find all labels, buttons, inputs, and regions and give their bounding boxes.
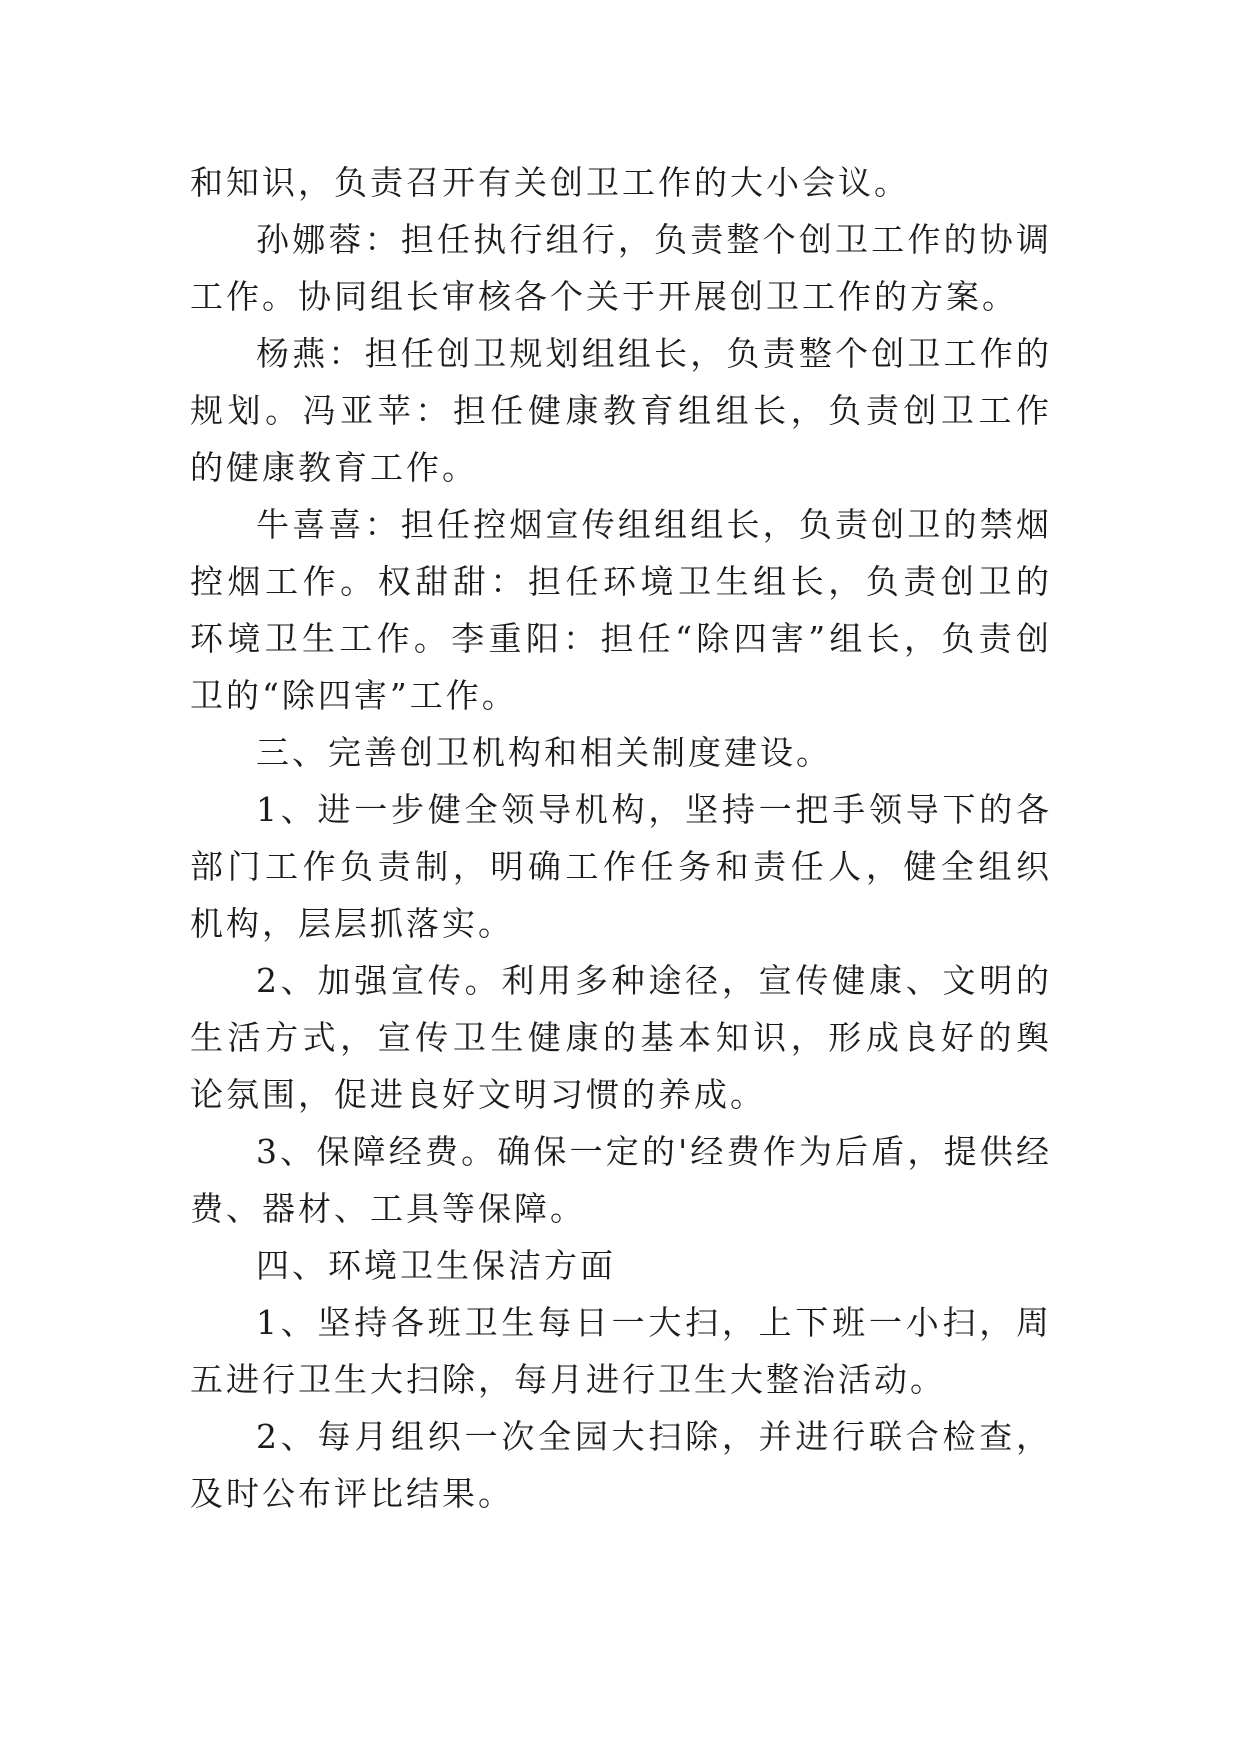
paragraph-item-2-monthly-inspection: 2、每月组织一次全园大扫除，并进行联合检查，及时公布评比结果。 [190, 1417, 1052, 1513]
section-heading-three: 三、完善创卫机构和相关制度建设。 [256, 733, 832, 772]
paragraph-tobacco-environment-pests: 牛喜喜：担任控烟宣传组组组长，负责创卫的禁烟控烟工作。权甜甜：担任环境卫生组长，负责创卫的环境卫生工作。李重阳：担任“除四害”组长，负责创卫的“除四害”工作。 [190, 505, 1052, 715]
paragraph-item-1-daily-cleaning: 1、坚持各班卫生每日一大扫，上下班一小扫，周五进行卫生大扫除，每月进行卫生大整治活动。 [190, 1303, 1052, 1399]
paragraph-continuation: 和知识，负责召开有关创卫工作的大小会议。 [190, 163, 910, 202]
paragraph-item-2-publicity: 2、加强宣传。利用多种途径，宣传健康、文明的生活方式，宣传卫生健康的基本知识，形成良好的舆论氛围，促进良好文明习惯的养成。 [190, 961, 1052, 1114]
paragraph-planning-health-education: 杨燕：担任创卫规划组组长，负责整个创卫工作的规划。冯亚苹：担任健康教育组组长，负责创卫工作的健康教育工作。 [190, 334, 1052, 487]
paragraph-executive-group: 孙娜蓉：担任执行组行，负责整个创卫工作的协调工作。协同组长审核各个关于开展创卫工作的方案。 [190, 220, 1052, 316]
document-body [190, 154, 1052, 1522]
paragraph-item-3-funding: 3、保障经费。确保一定的'经费作为后盾，提供经费、器材、工具等保障。 [190, 1132, 1052, 1228]
section-heading-four: 四、环境卫生保洁方面 [256, 1246, 616, 1285]
paragraph-item-1-leadership: 1、进一步健全领导机构，坚持一把手领导下的各部门工作负责制，明确工作任务和责任人，健全组织机构，层层抓落实。 [190, 790, 1052, 943]
